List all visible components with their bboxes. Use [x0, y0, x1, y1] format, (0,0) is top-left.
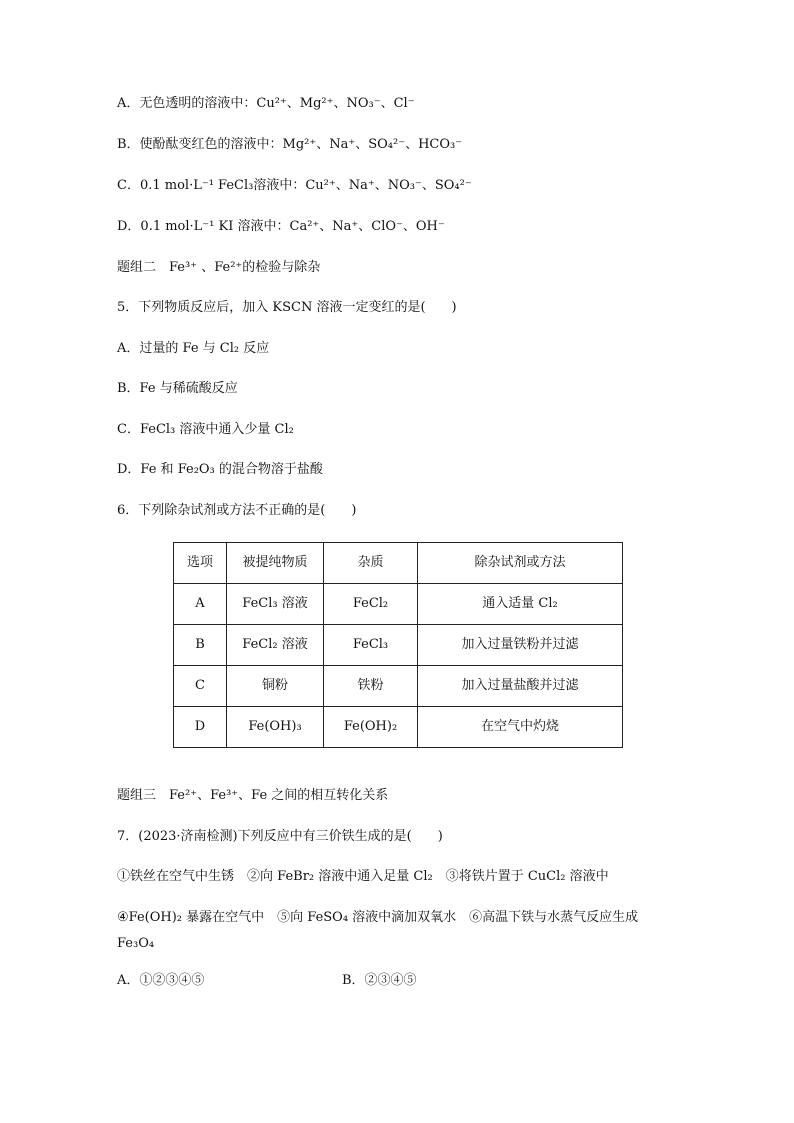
- q5-option-b: B．Fe 与稀硫酸反应: [117, 381, 238, 396]
- group3-title: 题组三 Fe²⁺、Fe³⁺、Fe 之间的相互转化关系: [117, 788, 389, 803]
- q7-stem: 7．(2023·济南检测)下列反应中有三价铁生成的是( ): [117, 829, 443, 844]
- table-cell: 铜粉: [227, 666, 324, 707]
- table-cell: B: [174, 625, 227, 666]
- table-cell: 在空气中灼烧: [418, 707, 623, 748]
- table-cell: FeCl₃: [324, 625, 418, 666]
- table-header-cell: 除杂试剂或方法: [418, 543, 623, 584]
- table-header-cell: 被提纯物质: [227, 543, 324, 584]
- table-cell: D: [174, 707, 227, 748]
- table-row: [174, 584, 623, 625]
- table-cell: 铁粉: [324, 666, 418, 707]
- q4-option-b: B．使酚酞变红色的溶液中：Mg²⁺、Na⁺、SO₄²⁻、HCO₃⁻: [117, 137, 463, 152]
- q5-stem: 5．下列物质反应后，加入 KSCN 溶液一定变红的是( ): [117, 300, 457, 315]
- q7-option-a: A．①②③④⑤: [117, 973, 205, 988]
- q7-statement-line-2: ④Fe(OH)₂ 暴露在空气中 ⑤向 FeSO₄ 溶液中滴加双氧水 ⑥高温下铁与水蒸气反应生成: [117, 910, 639, 925]
- purification-table: [173, 542, 623, 748]
- q6-stem: 6．下列除杂试剂或方法不正确的是( ): [117, 503, 357, 518]
- table-cell: FeCl₂: [324, 584, 418, 625]
- table-cell: A: [174, 584, 227, 625]
- q4-option-a: A．无色透明的溶液中：Cu²⁺、Mg²⁺、NO₃⁻、Cl⁻: [117, 96, 415, 111]
- table-cell: C: [174, 666, 227, 707]
- table-header-cell: 选项: [174, 543, 227, 584]
- group2-title: 题组二 Fe³⁺ 、Fe²⁺的检验与除杂: [117, 260, 321, 275]
- q4-option-d: D．0.1 mol·L⁻¹ KI 溶液中：Ca²⁺、Na⁺、ClO⁻、OH⁻: [117, 219, 445, 234]
- table-cell: 通入适量 Cl₂: [418, 584, 623, 625]
- table-header-cell: 杂质: [324, 543, 418, 584]
- table-row: [174, 666, 623, 707]
- table-cell: FeCl₂ 溶液: [227, 625, 324, 666]
- table-cell: Fe(OH)₃: [227, 707, 324, 748]
- q5-option-c: C．FeCl₃ 溶液中通入少量 Cl₂: [117, 422, 294, 437]
- q7-statement-line-3: Fe₃O₄: [117, 936, 155, 951]
- table-header-row: [174, 543, 623, 584]
- q7-statement-line-1: ①铁丝在空气中生锈 ②向 FeBr₂ 溶液中通入足量 Cl₂ ③将铁片置于 CuCl₂ 溶液中: [117, 869, 609, 884]
- table-cell: FeCl₃ 溶液: [227, 584, 324, 625]
- table-cell: 加入过量铁粉并过滤: [418, 625, 623, 666]
- q7-option-b: B．②③④⑤: [342, 973, 417, 988]
- table-cell: Fe(OH)₂: [324, 707, 418, 748]
- table-row: [174, 707, 623, 748]
- table-cell: 加入过量盐酸并过滤: [418, 666, 623, 707]
- q5-option-d: D．Fe 和 Fe₂O₃ 的混合物溶于盐酸: [117, 462, 323, 477]
- table-row: [174, 625, 623, 666]
- q4-option-c: C．0.1 mol·L⁻¹ FeCl₃溶液中：Cu²⁺、Na⁺、NO₃⁻、SO₄²⁻: [117, 178, 472, 193]
- q5-option-a: A．过量的 Fe 与 Cl₂ 反应: [117, 341, 270, 356]
